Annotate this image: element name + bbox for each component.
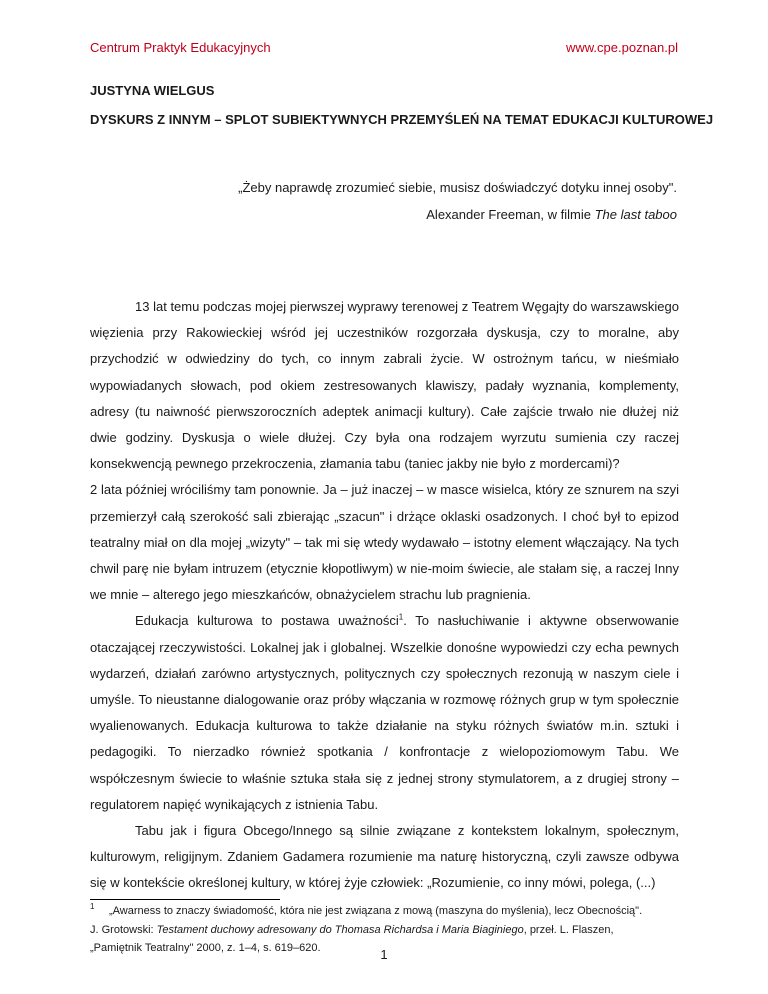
footnote-source-rest: , przeł. L. Flaszen, bbox=[523, 923, 614, 936]
footnote-source-journal: „Pamiętnik Teatralny" 2000, z. 1–4, s. 619–620. bbox=[90, 942, 321, 954]
epigraph-quote: „Żeby naprawdę zrozumieć siebie, musisz doświadczyć dotyku innej osoby". bbox=[238, 180, 677, 195]
paragraph: 2 lata później wróciliśmy tam ponownie. Ja – już inaczej – w masce wisielca, który ze sznurem na szyi przemierzył całą szerokość sali zbierając „szacun" i drżące oklaski osadzonych. I choć był to epizod teatralny miał on dla mojej „wizyty" – tak mi się wtedy wydawało – istotny element włączający. Na tych chwil parę nie byłam intruzem (etycznie kłopotliwym) w nie-moim świecie, ale stałam się, a raczej Inny we mnie – alterego jego mieszkańców, obnażycielem strachu lub pragnienia. bbox=[90, 482, 679, 603]
footnote-reference: 1 bbox=[398, 613, 404, 623]
paragraph-lead: Edukacja kulturowa to postawa uważności bbox=[135, 613, 399, 629]
footnote-line bbox=[90, 902, 680, 921]
article-title: DYSKURS Z INNYM – SPLOT SUBIEKTYWNYCH PRZEMYŚLEŃ NA TEMAT EDUKACJI KULTUROWEJ bbox=[90, 112, 714, 127]
author-name: JUSTYNA WIELGUS bbox=[90, 83, 215, 98]
header-organization: Centrum Praktyk Edukacyjnych bbox=[90, 40, 271, 55]
page-number: 1 bbox=[380, 947, 388, 962]
epigraph-attribution bbox=[426, 207, 677, 222]
footnote-source-author: J. Grotowski: bbox=[90, 923, 157, 936]
paragraph: Tabu jak i figura Obcego/Innego są silnie związane z kontekstem lokalnym, społecznym, kulturowym, religijnym. Zdaniem Gadamera rozumienie ma naturę historyczną, czyli zawsze odbywa się w kontekście określonej kultury, w której żyje człowiek: „Rozumienie, co inny mówi, polega, (...) bbox=[90, 823, 679, 891]
footnote-source-title: Testament duchowy adresowany do Thomasa Richardsa i Maria Biaginiego bbox=[156, 923, 524, 936]
epigraph-film-title: The last taboo bbox=[594, 207, 677, 222]
paragraph: 13 lat temu podczas mojej pierwszej wyprawy terenowej z Teatrem Węgajty do warszawskiego więzienia przy Rakowieckiej wśród jej uczestników rozgorzała dyskusja, czy to moralne, aby przychodzić w odwiedziny do tych, co innym zabrali życie. W ostrożnym tańcu, w nieśmiało wypowiadanych słowach, pod okiem zestresowanych klawiszy, padały wyznania, komplementy, adresy (tu naiwność pierwszoroczních adeptek animacji kultury). Całe zajście trwało nie dłużej niż dwie godziny. Dyskusja o wiele dłużej. Czy była ona rodzajem wyrzutu sumienia czy raczej konsekwencją pewnego przekroczenia, złamania tabu (taniec jakby nie było z mordercami)? bbox=[90, 299, 679, 472]
epigraph-author: Alexander Freeman, w filmie bbox=[426, 207, 595, 222]
footnote-text: „Awarness to znaczy świadomość, która nie jest związana z mową (maszyna do myślenia), lecz Obecnością". bbox=[109, 905, 643, 917]
paragraph-rest: . To nasłuchiwanie i aktywne obserwowanie otaczającej rzeczywistości. Lokalnej jak i globalnej. Wszelkie donośne wypowiedzi czy echa pewnych wydarzeń, działań zarówno artystycznych, politycznych czy społecznych rezonują w naszym ciele i umyśle. To nieustanne dialogowanie oraz próby włączania w rozmowę różnych grup w tym społecznie wyalienowanych. Edukacja kulturowa to także działanie na styku różnych światów m.in. sztuki i pedagogiki. To nierzadko również spotkania / konfrontacje z wielopoziomowym Tabu. We współczesnym świecie to właśnie sztuka stała się z jednej strony stymulatorem, a z drugiej strony – regulatorem napięć wynikających z istnienia Tabu. bbox=[90, 613, 679, 812]
footnote-source bbox=[90, 921, 680, 940]
footnote-number: 1 bbox=[90, 902, 95, 911]
paragraph bbox=[90, 608, 679, 818]
article-body bbox=[90, 294, 679, 897]
header-url: www.cpe.poznan.pl bbox=[565, 40, 678, 55]
footnote-separator bbox=[90, 899, 280, 900]
